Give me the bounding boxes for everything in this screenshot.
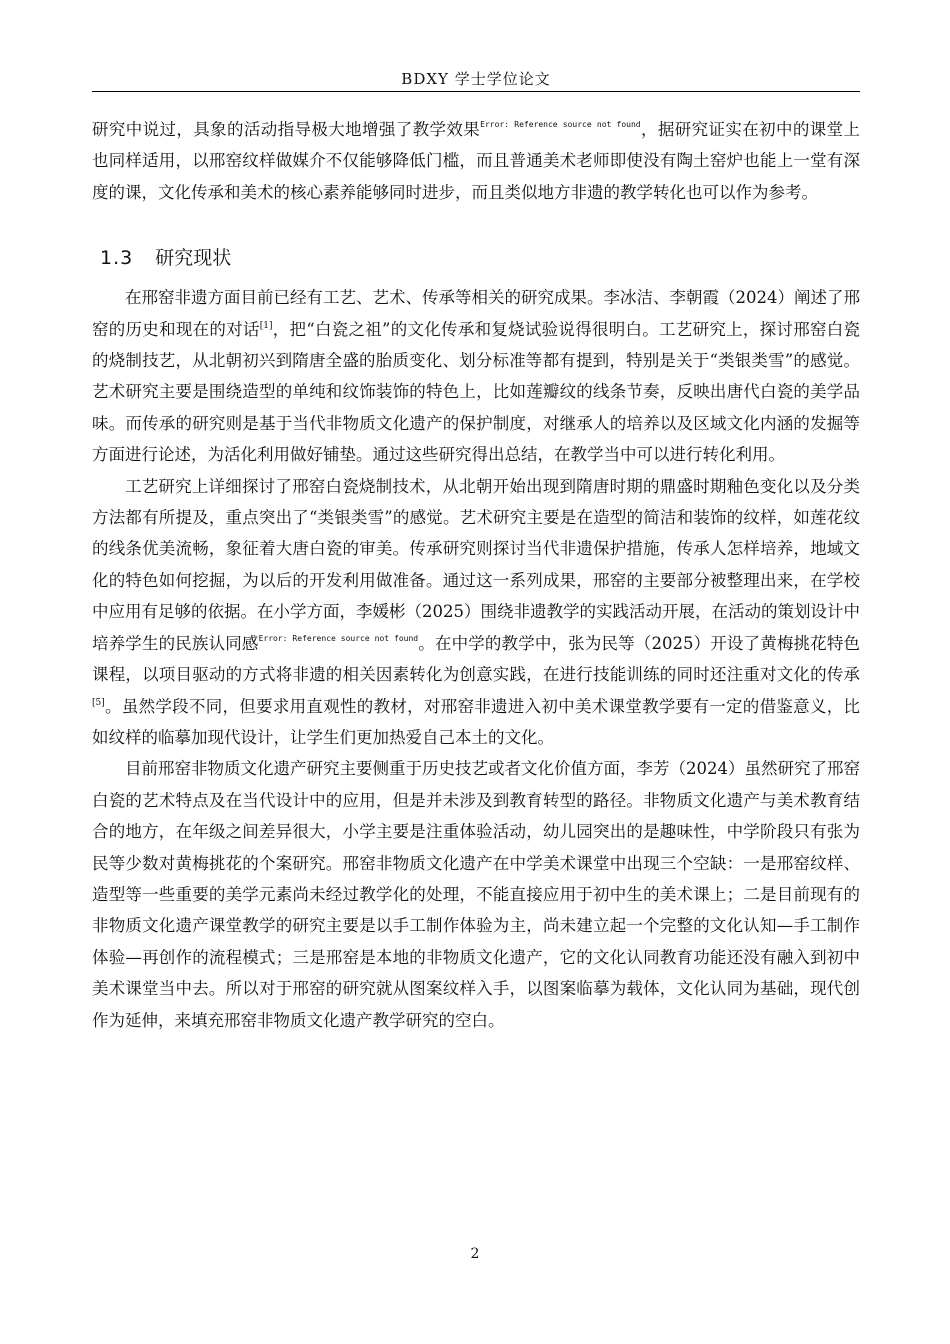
- reference-error-note: Error: Reference source not found: [258, 633, 419, 643]
- paragraph-text: 。在中学的教学中，张为民等（2025）开设了黄梅挑花特色课程，以项目驱动的方式将非遗的相关因素转化为创意实践，在进行技能训练的同时还注重对文化的传承: [92, 633, 860, 685]
- paragraph-text: 工艺研究上详细探讨了邢窑白瓷烧制技术，从北朝开始出现到隋唐时期的鼎盛时期釉色变化以及分类方法都有所提及，重点突出了“类银类雪”的感觉。艺术研究主要是在造型的简洁和装饰的纹样，如莲花纹的线条优美流畅，象征着大唐白瓷的审美。传承研究则探讨当代非遗保护措施，传承人怎样培养，地域文化的特色如何挖掘，为以后的开发利用做准备。通过这一系列成果，邢窑的主要部分被整理出来，在学校中应用有足够的依据。在小学方面，李媛彬（2025）围绕非遗教学的实践活动开展，在活动的策划设计中培养学生的民族认同感: [92, 476, 860, 653]
- header-rule: [92, 91, 860, 92]
- paragraph-text: 。虽然学段不同，但要求用直观性的教材，对邢窑非遗进入初中美术课堂教学要有一定的借鉴意义，比如纹样的临摹加现代设计，让学生们更加热爱自己本土的文化。: [92, 696, 860, 747]
- section-number: 1.3: [100, 247, 134, 270]
- paragraph-intro-continuation: [92, 114, 860, 208]
- paragraph-text: 目前邢窑非物质文化遗产研究主要侧重于历史技艺或者文化价值方面，李芳（2024）虽然研究了邢窑白瓷的艺术特点及在当代设计中的应用，但是并未涉及到教育转型的路径。非物质文化遗产与美术教育结合的地方，在年级之间差异很大，小学主要是注重体验活动，幼儿园突出的是趣味性，中学阶段只有张为民等少数对黄梅挑花的个案研究。邢窑非物质文化遗产在中学美术课堂中出现三个空缺：一是邢窑纹样、造型等一些重要的美学元素尚未经过教学化的处理，不能直接应用于初中生的美术课上；二是目前现有的非物质文化遗产课堂教学的研究主要是以手工制作体验为主，尚未建立起一个完整的文化认知—手工制作体验—再创作的流程模式；三是邢窑是本地的非物质文化遗产，它的文化认同教育功能还没有融入到初中美术课堂当中去。所以对于邢窑的研究就从图案纹样入手，以图案临摹为载体，文化认同为基础，现代创作为延伸，来填充邢窑非物质文化遗产教学研究的空白。: [92, 759, 860, 1030]
- paragraph-research-status-1: [92, 282, 860, 470]
- paragraph-text: ，据研究证实在初中的课堂上也同样适用，以邢窑纹样做媒介不仅能够降低门槛，而且普通美术老师即使没有陶土窑炉也能上一堂有深度的课，文化传承和美术的核心素养能够同时进步，而且类似地方非遗的教学转化也可以作为参考。: [92, 120, 860, 202]
- running-header: BDXY 学士学位论文: [401, 70, 551, 88]
- paragraph-text: ，把“白瓷之祖”的文化传承和复烧试验说得很明白。工艺研究上，探讨邢窑白瓷的烧制技艺，从北朝初兴到隋唐全盛的胎质变化、划分标准等都有提到，特别是关于“类银类雪”的感觉。艺术研究主要是围绕造型的单纯和纹饰装饰的特色上，比如莲瓣纹的线条节奏，反映出唐代白瓷的美学品味。而传承的研究则是基于当代非物质文化遗产的保护制度，对继承人的培养以及区域文化内涵的发掘等方面进行论述，为活化利用做好铺垫。通过这些研究得出总结，在教学当中可以进行转化利用。: [92, 319, 861, 465]
- citation-ref: [5]: [92, 697, 105, 708]
- section-title: 研究现状: [155, 247, 232, 270]
- citation-ref: [1]: [259, 320, 273, 331]
- page-number: 2: [470, 1246, 480, 1262]
- reference-error-note: Error: Reference source not found: [480, 120, 641, 129]
- paragraph-research-status-3: [92, 753, 860, 1036]
- document-body: [92, 114, 860, 1036]
- paragraph-text: 在邢窑非遗方面目前已经有工艺、艺术、传承等相关的研究成果。李冰洁、李朝霞（2024）阐述了邢窑的历史和现在的对话: [92, 288, 860, 339]
- paragraph-research-status-2: [92, 471, 860, 754]
- section-heading: [100, 244, 860, 272]
- paragraph-text: 研究中说过，具象的活动指导极大地增强了教学效果: [92, 120, 481, 139]
